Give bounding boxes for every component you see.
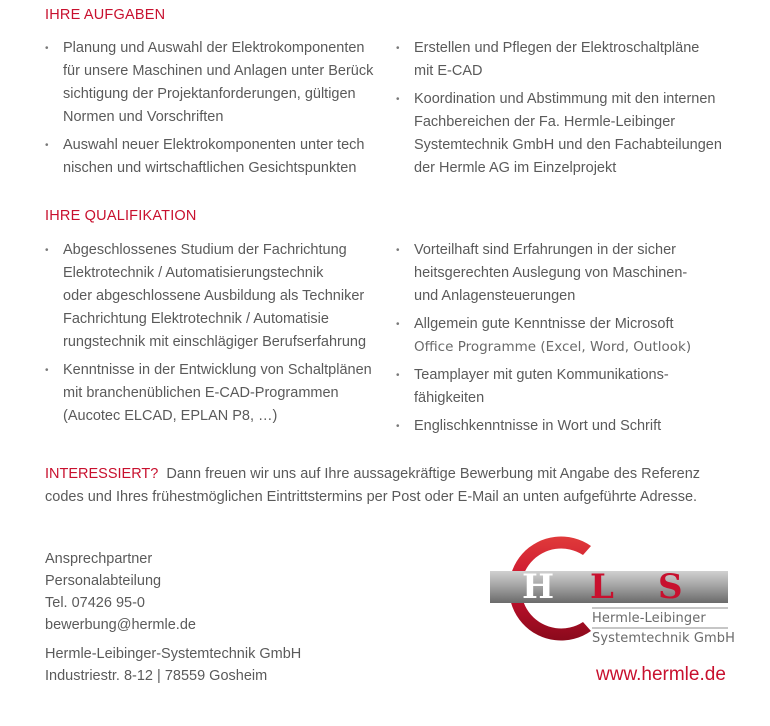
list-item: • Kenntnisse in der Entwicklung von Schaltplänen mit branchenüblichen E-CAD-Programmen (Aucotec ELCAD, EPLAN P8, …): [45, 359, 385, 428]
list-item: • Auswahl neuer Elektrokomponenten unter tech nischen und wirtschaftlichen Gesichtspunkten: [45, 134, 385, 180]
aufgaben-left-column: [45, 37, 385, 185]
interest-text-1: Dann freuen wir uns auf Ihre aussagekräftige Bewerbung mit Angabe des Referenz: [166, 466, 701, 482]
list-item: • Englischkenntnisse in Wort und Schrift: [396, 415, 736, 438]
svg-text:S: S: [658, 567, 689, 607]
list-item: • Koordination und Abstimmung mit den internen Fachbereichen der Fa. Hermle-Leibinger Systemtechnik GmbH und den Fachabteilungen der Hermle AG im Einzelprojekt: [396, 88, 736, 180]
list-item: • Erstellen und Pflegen der Elektroschaltpläne mit E-CAD: [396, 37, 736, 83]
aufgaben-left-list: [45, 37, 385, 180]
list-item: • Vorteilhaft sind Erfahrungen in der sicher heitsgerechten Auslegung von Maschinen- und Anlagensteuerungen: [396, 239, 736, 308]
qualifikation-left-list: [45, 239, 385, 428]
company-name: Hermle-Leibinger-Systemtechnik GmbH: [45, 646, 302, 662]
list-item: • Planung und Auswahl der Elektrokomponenten für unsere Maschinen und Anlagen unter Berück sichtigung der Projektanforderungen, gültigen Normen und Vorschriften: [45, 37, 385, 129]
interest-text-2: codes und Ihres frühestmöglichen Eintrittstermins per Post oder E-Mail an unten aufgeführte Adresse.: [45, 489, 698, 505]
svg-text:L: L: [590, 567, 620, 607]
section-title-qualifikation: IHRE QUALIFIKATION: [45, 208, 197, 224]
contact-phone: Tel. 07426 95-0: [45, 595, 145, 611]
logo-text-line2: Systemtechnik GmbH: [592, 631, 736, 646]
list-item: • Abgeschlossenes Studium der Fachrichtung Elektrotechnik / Automatisierungstechnik oder abgeschlossene Ausbildung als Techniker Fachrichtung Elektrotechnik / Automatisie rungstechnik mit einschlägiger Berufserfahrung: [45, 239, 385, 354]
section-title-aufgaben: IHRE AUFGABEN: [45, 7, 166, 23]
qualifikation-right-column: [396, 239, 736, 443]
list-item: • Teamplayer mit guten Kommunikations- fähigkeiten: [396, 364, 736, 410]
website-link[interactable]: www.hermle.de: [596, 664, 726, 685]
company-address-block: [45, 643, 301, 687]
list-item: • Allgemein gute Kenntnisse der Microsoft Office Programme (Excel, Word, Outlook): [396, 313, 736, 359]
qualifikation-left-column: [45, 239, 385, 433]
svg-text:H: H: [522, 567, 561, 607]
contact-email[interactable]: bewerbung@hermle.de: [45, 617, 196, 633]
contact-department: Personalabteilung: [45, 573, 162, 589]
qualifikation-right-list: [396, 239, 736, 438]
application-call: [45, 463, 755, 509]
aufgaben-right-column: [396, 37, 736, 185]
contact-label: Ansprechpartner: [45, 551, 153, 567]
company-address: Industriestr. 8-12 | 78559 Gosheim: [45, 668, 268, 684]
interest-lead: INTERESSIERT?: [45, 466, 159, 482]
aufgaben-right-list: [396, 37, 736, 180]
contact-block: [45, 548, 196, 636]
logo-text-line1: Hermle-Leibinger: [592, 611, 706, 626]
